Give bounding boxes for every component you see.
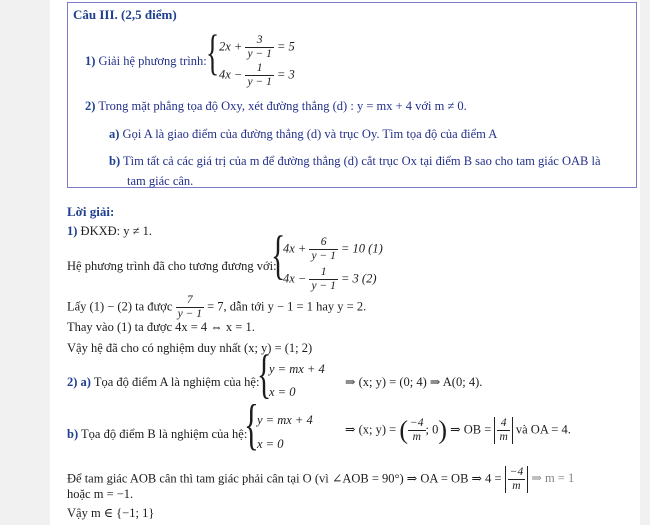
solution-replace: Thay vào (1) ta được 4x = 4 ⇔ x = 1. bbox=[67, 320, 255, 334]
solution-final: Vậy m ∈ {−1; 1} bbox=[67, 506, 155, 520]
solution-2a: 2) a) Tọa độ điểm A là nghiệm của hệ: bbox=[67, 375, 260, 389]
problem-heading: Câu III. (2,5 điểm) bbox=[73, 7, 177, 22]
solution-2b-eq2: x = 0 bbox=[257, 437, 284, 451]
system-brace: { bbox=[206, 24, 220, 80]
solution-unique: Vậy hệ đã cho có nghiệm duy nhất (x; y) = (1; 2) bbox=[67, 341, 313, 355]
solution-equiv-text: Hệ phương trình đã cho tương đương với: bbox=[67, 259, 277, 273]
part2a-label: a) bbox=[109, 127, 120, 141]
solution-isosceles: Để tam giác AOB cân thì tam giác phải cân tại O (vì ∠AOB = 90°) ⇒ OA = OB ⇒ 4 = $\frac{-4}{m}$ ⇒ m = 1 bbox=[67, 466, 575, 492]
solution-isosceles-tail: ⇒ m = 1 bbox=[531, 471, 575, 486]
solution-dkxd: 1) ĐKXĐ: y ≠ 1. bbox=[67, 224, 152, 238]
solution-subtract: Lấy (1) − (2) ta được $\frac{7}{y - 1}$ = 7, dẫn tới y − 1 = 1 hay y = 2. bbox=[67, 294, 367, 320]
part2a-text: Gọi A là giao điểm của đường thẳng (d) và trục Oy. Tìm tọa độ của điểm A bbox=[122, 127, 498, 141]
system-eq1: 2x + $\frac{3}{y - 1}$ = 5 bbox=[219, 34, 295, 60]
solution-2b-result: ⇒ (x; y) = ( $\frac{-4}{m}$ ; 0) ⇒ OB = $\frac{4}{m}$ và OA = 4. bbox=[345, 415, 571, 445]
solution-2a-result: ⇒ (x; y) = (0; 4) ⇒ A(0; 4). bbox=[345, 375, 483, 389]
solution-2b: b) Tọa độ điểm B là nghiệm của hệ: bbox=[67, 427, 248, 441]
part1 bbox=[85, 54, 207, 68]
solution-2a-eq2: x = 0 bbox=[269, 385, 296, 399]
part2b-text-line1: Tìm tất cả các giá trị của m để đường thẳng (d) cắt trục Ox tại điểm B sao cho tam giác OAB là bbox=[123, 154, 601, 168]
solution-2a-eq1: y = mx + 4 bbox=[269, 362, 325, 376]
solution-2a-brace: { bbox=[257, 344, 272, 404]
part1-number: 1) bbox=[85, 54, 96, 68]
part2-text: Trong mặt phẳng tọa độ Oxy, xét đường thẳng (d) : y = mx + 4 với m ≠ 0. bbox=[98, 99, 467, 113]
solution-eq2: 4x − $\frac{1}{y - 1}$ = 3 (2) bbox=[283, 266, 377, 292]
solution-heading: Lời giải: bbox=[67, 204, 115, 219]
solution-system-brace: { bbox=[271, 225, 286, 285]
part2b-text-line2: tam giác cân. bbox=[127, 174, 194, 188]
part2a bbox=[109, 127, 497, 141]
solution-or: hoặc m = −1. bbox=[67, 487, 134, 501]
solution-eq1: 4x + $\frac{6}{y - 1}$ = 10 (1) bbox=[283, 236, 383, 262]
solution-2b-eq1: y = mx + 4 bbox=[257, 413, 313, 427]
system-eq2: 4x − $\frac{1}{y - 1}$ = 3 bbox=[219, 62, 295, 88]
part1-text: Giải hệ phương trình: bbox=[98, 54, 207, 68]
part2-number: 2) bbox=[85, 99, 96, 113]
solution-2b-brace: { bbox=[244, 394, 259, 456]
part2 bbox=[85, 99, 467, 113]
part2b bbox=[109, 154, 601, 168]
part2b-label: b) bbox=[109, 154, 121, 168]
